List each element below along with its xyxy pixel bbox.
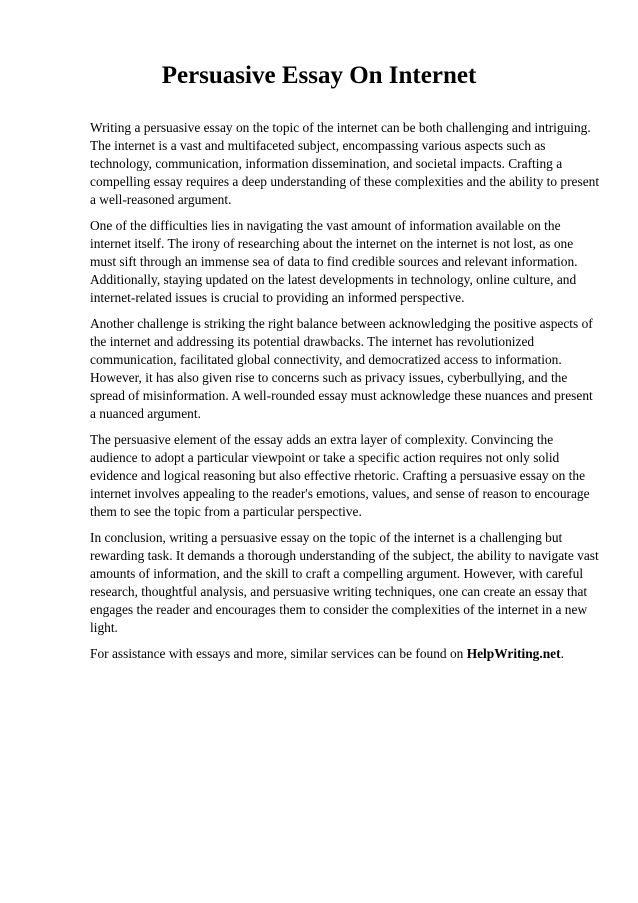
paragraph-difficulties: One of the difficulties lies in navigating the vast amount of information available on the internet itself. The irony of researching about the internet on the internet is not lost, as one must sift through an immense sea of data to find credible sources and relevant information. Additionally, staying updated on the latest developments in technology, online culture, and internet-related issues is crucial to providing an informed perspective. bbox=[90, 218, 578, 305]
document-body bbox=[90, 119, 600, 671]
paragraph-intro: Writing a persuasive essay on the topic of the internet can be both challenging and intriguing. The internet is a vast and multifaceted subject, encompassing various aspects such as technology, communication, information dissemination, and societal impacts. Crafting a compelling essay requires a deep understanding of these complexities and the ability to present a well-reasoned argument. bbox=[90, 120, 600, 207]
document-title: Persuasive Essay On Internet bbox=[161, 62, 477, 89]
closing-period: . bbox=[560, 646, 564, 661]
paragraph-balance: Another challenge is striking the right balance between acknowledging the positive aspects of the internet and addressing its potential drawbacks. The internet has revolutionized communication, facilitated global connectivity, and democratized access to information. However, it has also given rise to concerns such as privacy issues, cyberbullying, and the spread of misinformation. A well-rounded essay must acknowledge these nuances and present a nuanced argument. bbox=[90, 316, 593, 421]
helpwriting-link[interactable]: HelpWriting.net bbox=[466, 646, 561, 661]
paragraph-closing bbox=[90, 645, 600, 663]
paragraph-conclusion: In conclusion, writing a persuasive essay on the topic of the internet is a challenging but rewarding task. It demands a thorough understanding of the subject, the ability to navigate vast amounts of information, and the skill to craft a compelling argument. However, with careful research, thoughtful analysis, and persuasive writing techniques, one can create an essay that engages the reader and encourages them to consider the complexities of the internet in a new light. bbox=[90, 530, 599, 635]
paragraph-persuasion: The persuasive element of the essay adds an extra layer of complexity. Convincing the audience to adopt a particular viewpoint or take a specific action requires not only solid evidence and logical reasoning but also effective rhetoric. Crafting a persuasive essay on the internet involves appealing to the reader's emotions, values, and sense of reason to encourage them to see the topic from a particular perspective. bbox=[90, 432, 590, 519]
closing-text: For assistance with essays and more, similar services can be found on bbox=[90, 646, 467, 661]
